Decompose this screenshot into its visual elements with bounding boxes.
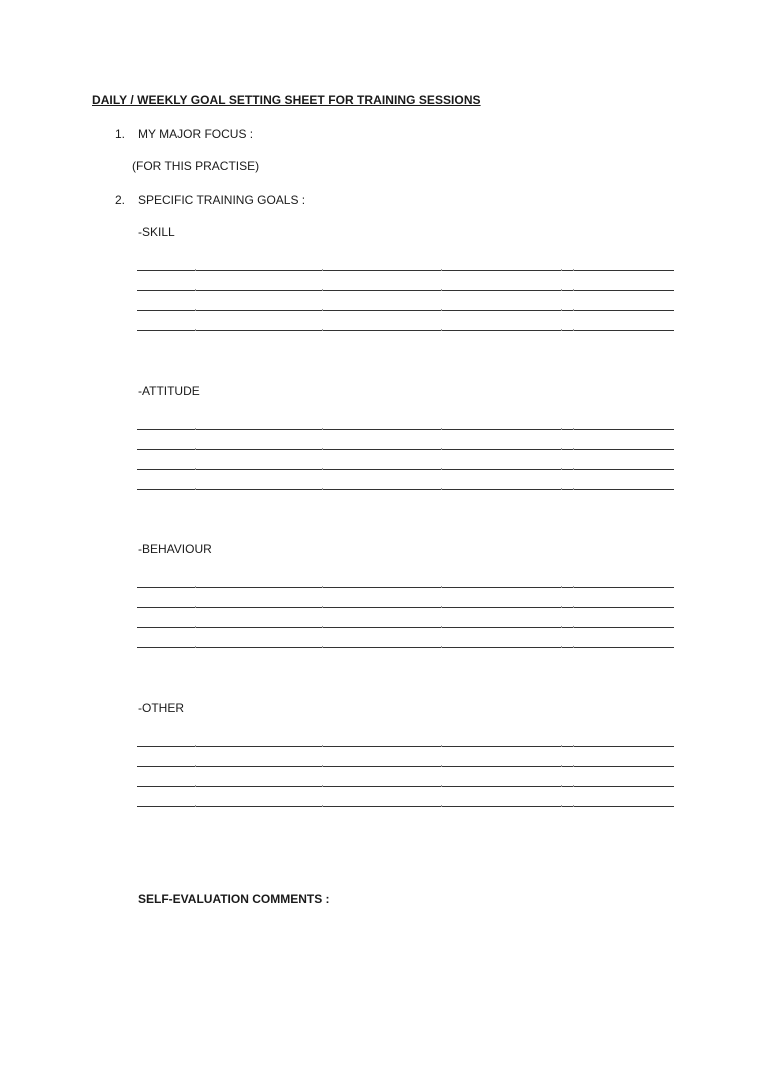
line-join [573, 586, 574, 588]
line-join [573, 269, 574, 271]
section-skill-label: -SKILL [138, 225, 175, 239]
writing-line [137, 766, 674, 767]
line-join [195, 448, 196, 450]
line-join [195, 626, 196, 628]
line-join [441, 626, 442, 628]
line-join [573, 289, 574, 291]
line-join [195, 468, 196, 470]
line-join [573, 468, 574, 470]
line-join [322, 606, 323, 608]
line-join [322, 448, 323, 450]
item-1-number: 1. [115, 127, 126, 141]
line-join [322, 289, 323, 291]
line-join [573, 626, 574, 628]
section-attitude-label: -ATTITUDE [138, 384, 200, 398]
major-focus-note: (FOR THIS PRACTISE) [132, 159, 260, 173]
writing-line [137, 746, 674, 747]
line-join [441, 646, 442, 648]
writing-line [137, 429, 674, 430]
line-join [322, 626, 323, 628]
line-join [195, 586, 196, 588]
line-join [561, 269, 562, 271]
line-join [195, 289, 196, 291]
line-join [561, 805, 562, 807]
line-join [441, 606, 442, 608]
line-join [441, 269, 442, 271]
line-join [441, 586, 442, 588]
line-join [573, 765, 574, 767]
line-join [195, 329, 196, 331]
line-join [322, 586, 323, 588]
document-title: DAILY / WEEKLY GOAL SETTING SHEET FOR TRAINING SESSIONS [92, 93, 481, 107]
line-join [195, 488, 196, 490]
line-join [322, 269, 323, 271]
line-join [322, 805, 323, 807]
line-join [195, 785, 196, 787]
line-join [322, 745, 323, 747]
line-join [322, 428, 323, 430]
line-join [322, 488, 323, 490]
item-2-number: 2. [115, 193, 126, 207]
line-join [561, 488, 562, 490]
line-join [441, 805, 442, 807]
writing-line [137, 449, 674, 450]
line-join [573, 448, 574, 450]
line-join [573, 606, 574, 608]
writing-line [137, 290, 674, 291]
line-join [573, 646, 574, 648]
line-join [322, 765, 323, 767]
writing-line [137, 806, 674, 807]
line-join [561, 329, 562, 331]
line-join [561, 765, 562, 767]
writing-line [137, 627, 674, 628]
line-join [322, 309, 323, 311]
training-goals-label: SPECIFIC TRAINING GOALS : [138, 193, 306, 207]
skill-writing-lines [137, 270, 674, 350]
line-join [195, 745, 196, 747]
line-join [195, 309, 196, 311]
line-join [441, 309, 442, 311]
line-join [561, 606, 562, 608]
line-join [561, 626, 562, 628]
line-join [561, 745, 562, 747]
other-writing-lines [137, 746, 674, 826]
line-join [441, 468, 442, 470]
line-join [195, 646, 196, 648]
writing-line [137, 786, 674, 787]
line-join [561, 468, 562, 470]
self-evaluation-label: SELF-EVALUATION COMMENTS : [138, 892, 330, 906]
line-join [441, 765, 442, 767]
section-behaviour-label: -BEHAVIOUR [138, 542, 212, 556]
section-other-label: -OTHER [138, 701, 184, 715]
writing-line [137, 469, 674, 470]
writing-line [137, 270, 674, 271]
line-join [195, 805, 196, 807]
writing-line [137, 310, 674, 311]
line-join [441, 448, 442, 450]
line-join [195, 428, 196, 430]
writing-line [137, 607, 674, 608]
writing-line [137, 330, 674, 331]
line-join [195, 269, 196, 271]
line-join [441, 745, 442, 747]
line-join [441, 289, 442, 291]
line-join [322, 468, 323, 470]
line-join [561, 646, 562, 648]
line-join [573, 329, 574, 331]
line-join [561, 448, 562, 450]
writing-line [137, 587, 674, 588]
line-join [573, 745, 574, 747]
line-join [195, 606, 196, 608]
line-join [573, 785, 574, 787]
line-join [573, 488, 574, 490]
line-join [561, 586, 562, 588]
line-join [573, 309, 574, 311]
line-join [561, 289, 562, 291]
line-join [322, 329, 323, 331]
line-join [322, 785, 323, 787]
line-join [441, 329, 442, 331]
attitude-writing-lines [137, 429, 674, 509]
line-join [441, 785, 442, 787]
line-join [561, 428, 562, 430]
writing-line [137, 647, 674, 648]
line-join [561, 309, 562, 311]
line-join [195, 765, 196, 767]
line-join [322, 646, 323, 648]
line-join [573, 805, 574, 807]
major-focus-label: MY MAJOR FOCUS : [138, 127, 254, 141]
line-join [573, 428, 574, 430]
behaviour-writing-lines [137, 587, 674, 667]
line-join [561, 785, 562, 787]
line-join [441, 428, 442, 430]
line-join [441, 488, 442, 490]
writing-line [137, 489, 674, 490]
